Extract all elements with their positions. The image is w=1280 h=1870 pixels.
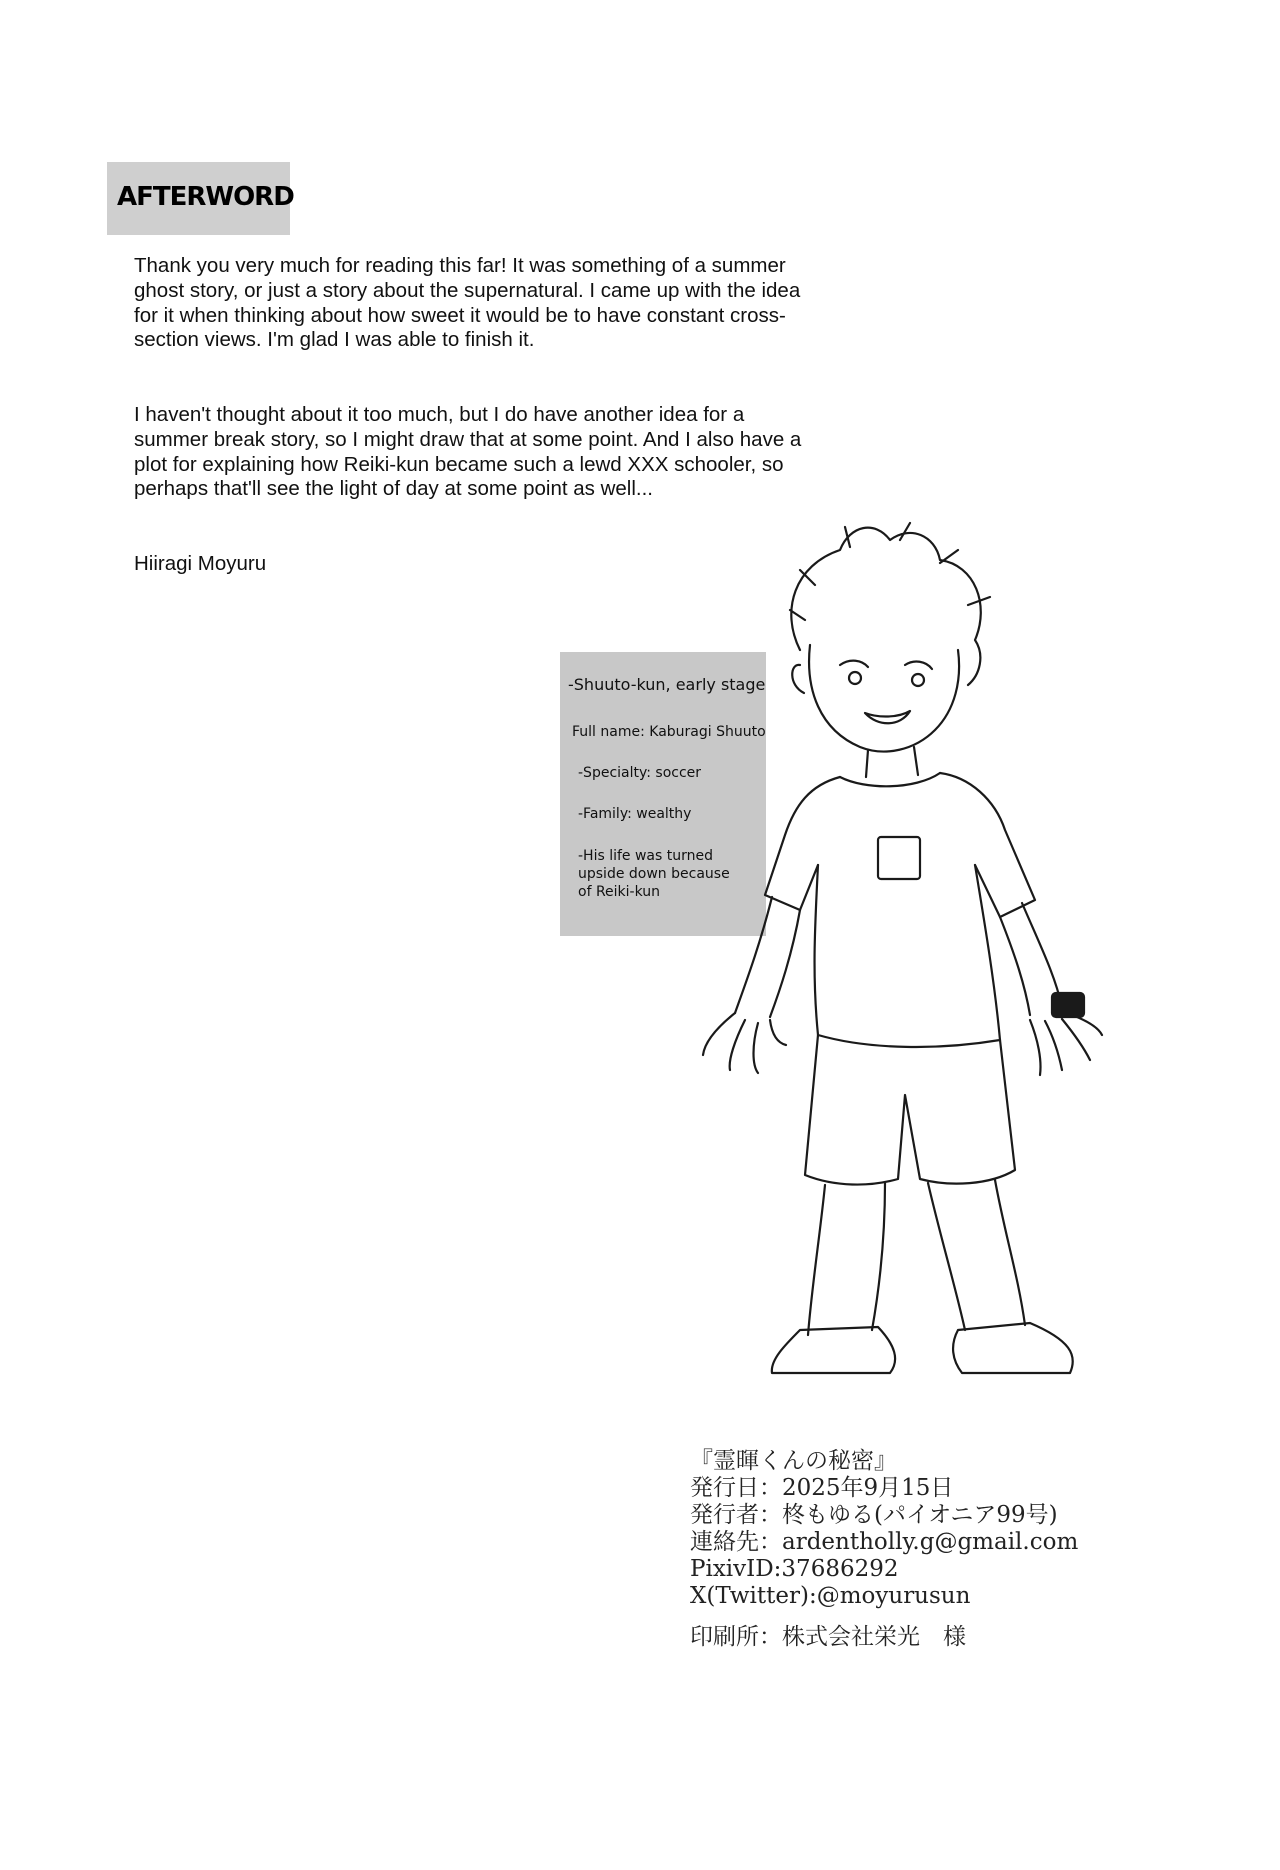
boy-standing-illustration bbox=[700, 515, 1110, 1375]
colophon-printer: 印刷所：株式会社栄光 様 bbox=[690, 1624, 966, 1650]
colophon-title: 『霊暉くんの秘密』 bbox=[690, 1448, 897, 1474]
afterword-paragraph-2: I haven't thought about it too much, but I do have another idea for a summer break story, so I might draw that at some point. And I also have a plot for explaining how Reiki-kun became such a lewd XXX schooler, so perhaps that'll see the light of day at some point as well... bbox=[134, 403, 802, 501]
profile-full-name: Full name: Kaburagi Shuuto bbox=[572, 724, 766, 740]
afterword-heading-box bbox=[107, 162, 294, 235]
colophon-contact: 連絡先：ardentholly.g@gmail.com bbox=[690, 1529, 1079, 1555]
author-signature: Hiiragi Moyuru bbox=[134, 552, 267, 575]
profile-heading: -Shuuto-kun, early stage bbox=[568, 675, 766, 694]
afterword-paragraph-1: Thank you very much for reading this far! It was something of a summer ghost story, or just a story about the supernatural. I came up with the idea for it when thinking about how sweet it would be to have constant cross-section views. I'm glad I was able to finish it. bbox=[134, 254, 801, 352]
colophon-twitter: X(Twitter):@moyurusun bbox=[690, 1583, 971, 1609]
profile-note-line-1: -His life was turned bbox=[578, 848, 714, 864]
afterword-heading: AFTERWORD bbox=[117, 182, 294, 212]
colophon bbox=[690, 1448, 1150, 1651]
profile-note-line-3: of Reiki-kun bbox=[578, 884, 661, 900]
profile-note-line-2: upside down because bbox=[578, 866, 730, 882]
profile-specialty: -Specialty: soccer bbox=[578, 765, 702, 781]
colophon-publisher: 発行者：柊もゆる(パイオニア99号) bbox=[690, 1502, 1058, 1528]
colophon-date: 発行日：2025年9月15日 bbox=[690, 1475, 954, 1501]
colophon-pixiv: PixivID:37686292 bbox=[690, 1556, 899, 1582]
profile-family: -Family: wealthy bbox=[578, 806, 692, 822]
